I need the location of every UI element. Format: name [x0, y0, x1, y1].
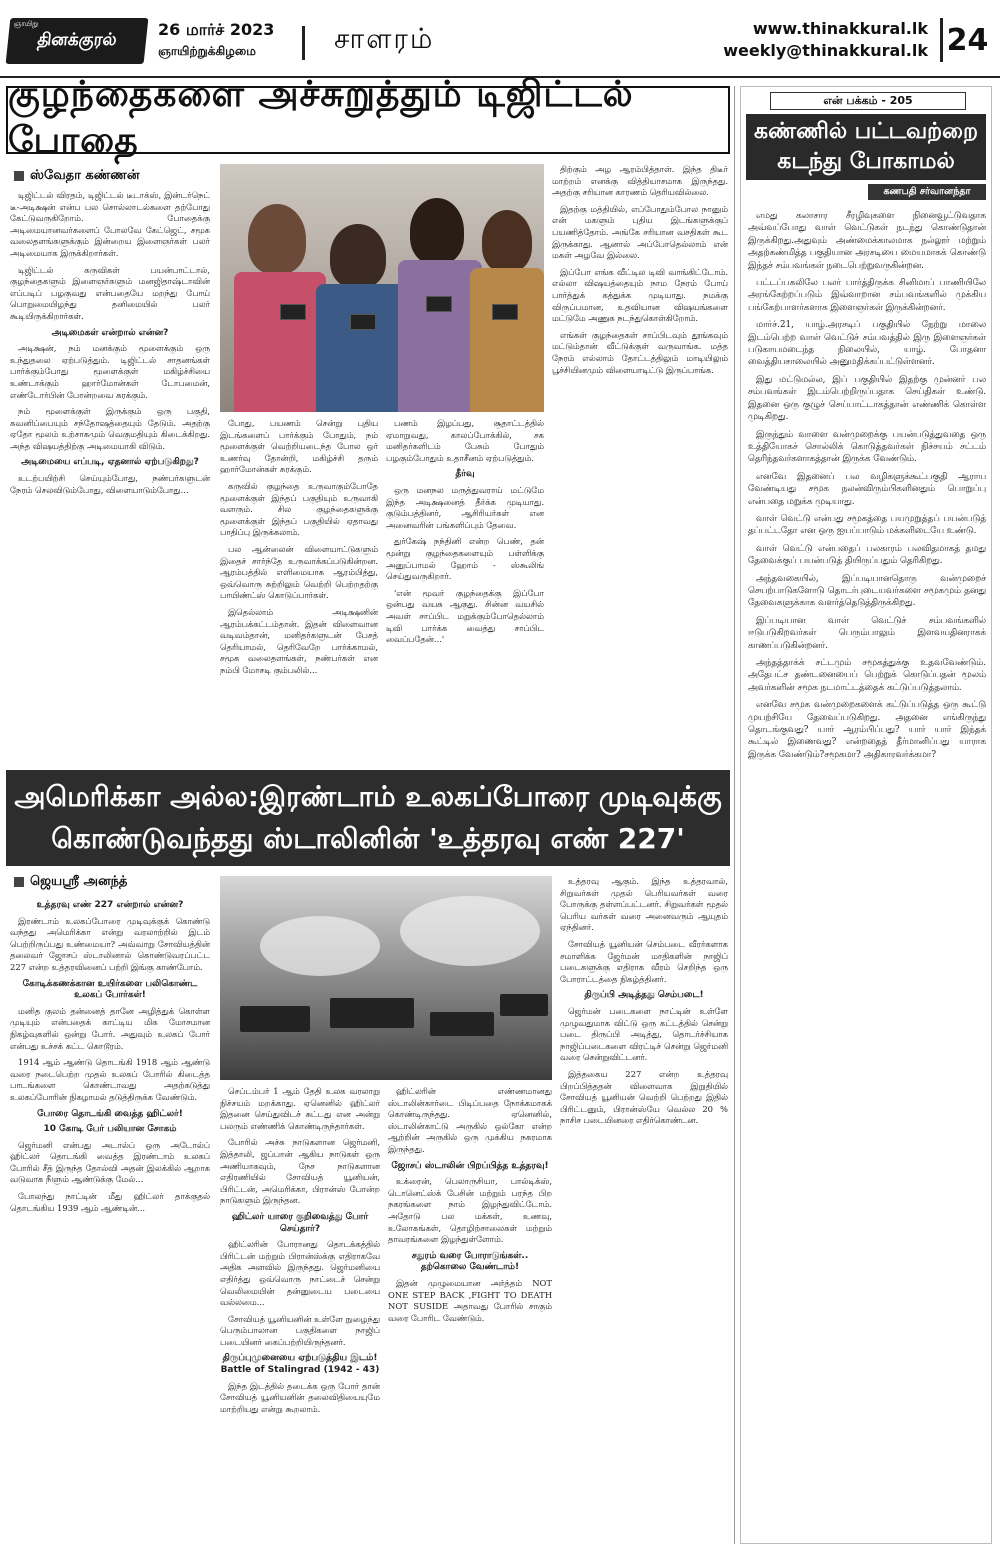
subheading: திருப்பி அடித்தது செம்படை! [584, 990, 704, 1001]
column-divider [734, 86, 735, 1544]
paragraph: எங்கள் குழந்தைகள் சாப்பிடவும் தூங்கவும் மட்டும்தான் வீட்டுக்குள் வருவாங்க. மத்த நேரம் எல்லாம் தோட்டத்திலும் மாடியிலும் பூச்சியினமும் விளையாடிட்டு இருப்பாங்க. [552, 329, 728, 375]
phone-icon [280, 304, 306, 320]
paragraph: உக்ரைன், பெலாருசியா, பால்டிக்ஸ், டொனெட்ஸ்க் பேசின் மற்றும் பரந்த பிற நகரங்களை நாம் இழந்துவிட்டோம். அதோடு பல மக்கள், உணவு, உலோகங்கள், தொழிற்சாலைகள் மற்றும் தாவரங்களை இழந்துள்ளோம். [388, 1176, 552, 1245]
paragraph: உத்தரவு ஆகும். இந்த உத்தரவால், சிறுவர்கள் முதல் பெரியவர்கள் வரை போருக்கு தள்ளப்பட்டனர். சிறுவர்கள் மூதல் பெரிய வர்கள் வரை அனைவரும் ஆயுதம் ஏந்தினர். [560, 876, 728, 933]
paragraph: ஹிட்லரின் எண்ணமானது ஸ்டாலின்கார்டை பிடிப்பதை நோக்கமாகக் கொண்டிருந்தது. ஏனெனில், ஸ்டாலின்காட்டு அருகில் ஒல்கோ என்ற ஆற்றின் அருகில் ஒரு முக்கிய நகரமாக இருந்தது. [388, 1086, 552, 1154]
paragraph: போலந்து நாட்டின் மீது ஹிட்லர் தாக்குதல் தொடங்கிய 1939 ஆம் ஆண்டின்... [10, 1191, 210, 1213]
page-header [0, 0, 1000, 78]
smoke [400, 896, 540, 966]
phone-icon [492, 304, 518, 320]
email-link[interactable]: weekly@thinakkural.lk [723, 41, 928, 60]
paragraph: சோவியத் யூனியன் செம்படை வீரர்களாக சமாளிக்க ஜேர்மன் மாதிகளின் நாஜிப் படைகளுக்கு எதிராக வீரம் செறிந்த ஒரு போராட்டத்தை நிகழ்த்தினர். [560, 938, 728, 984]
article2-headline-line2: கொண்டுவந்தது ஸ்டாலினின் 'உத்தரவு எண் 227' [51, 822, 685, 855]
paragraph: கருவில் குழந்தை உருவாகும்போதே மூளைக்குள் இந்தப் பகுதியும் உருவாகி வளரும். சில குழந்தைகளுக்கு மூளைக்குள் இந்தப் பகுதியில் ஏதாவது பாதிப்பு இருக்கலாம். [220, 480, 378, 538]
paragraph: வாள் வெட்டு என்பது சமூகத்தை பயமுறுத்தப் பயன்படுத் தப்பட்டதோ என ஒரு ஐயப்பாடும் மக்களிடையே உண்டு. [748, 513, 986, 537]
paragraph: பட்டப்பகலிலே பலர் பார்த்திருக்க சினிமாப் பாணியிலே அரங்கேற்றப்படும் இவ்வாறான சம்பவங்களில் முக்கிய பங்கேற்பாளர்களாக இளைஞர்கள் இருக்கின்றனர். [748, 278, 986, 313]
paragraph: ஜெர்மன் படைகளை நாட்டின் உள்ளே முழுவதுமாக விட்டு ஒரு கட்டத்தில் சென்று படை திருப்பி அடித்து, தொடர்ச்சியாக நாஜிப்படைகளை விரட்டிச் சென்று ஜெர்மனி வரை சென்றுவிட்டனர். [560, 1005, 728, 1063]
paragraph: இத்தகைய 227 என்ற உத்தரவு பிறப்பித்ததன் விளைவாக இறுதியில் சோவியத் யூனியன் வெற்றி பெற்றது இதில் பிரிட்டனும், பிரான்ஸ்யே வெல்ல 20 % நாசிச படையினரை எதிர்கொண்டன. [560, 1068, 728, 1126]
article2-column-4 [560, 876, 728, 1544]
children-phones-photo [220, 164, 544, 412]
newspaper-logo[interactable] [6, 18, 149, 64]
paragraph: அந்தத்தாக்க் சட்டமும் சமூகத்துக்கு உதவவேண்டும். அதேபட்ச தண்டனையைப் பெற்றுக் கொடுப்பதன் மூலம் அவர்களின் சமூக நடமாட்டத்தைக் கட்டுப்படுத்தலாம். [748, 658, 986, 693]
subheading: அடிமைகள் என்றால் என்ன? [51, 327, 169, 338]
paragraph: போது, பயணம் சென்று புதிய இடங்களைப் பார்க்கும் போதும், நம் மூளைக்குள் வெற்றியடைந்த போல ஒர் உணர்வு தோன்றி, மகிழ்ச்சி தரும் ஹார்மோன்கள் சுரக்கும். [220, 418, 378, 475]
article1-column-2 [220, 418, 378, 762]
article1-column-1 [10, 190, 210, 762]
child-body [470, 268, 544, 412]
sidebar-title [746, 114, 986, 180]
paragraph: உடற்பயிற்சி செய்யும்போது, நண்பர்களுடன் நேரம் செலவிடும்போது, விளையாடும்போது... [10, 473, 210, 495]
paragraph: எனவே இதனைப் பல வழிகளுக்கூட்பகுதி ஆராய வேண்டியது சமூக நலன்விரும்பிகளினதும் பொறுப்பு என்பதை மறுக்க முடியாது. [748, 471, 986, 507]
sidebar-title-line1: கண்ணில் பட்டவற்றை [754, 119, 978, 144]
tank [430, 1012, 494, 1036]
subheading: போரை தொடங்கி வைத்த ஹிட்லர்! [37, 1108, 183, 1119]
page-number: 24 [940, 18, 992, 62]
tank [330, 998, 414, 1028]
paragraph: இந்த இடத்தில் தடைக்க ஒரு போர் தான் சோவியத் யூனியனின் தலைவிதியையுமே மாற்றியது என்று கூறலாம். [220, 1380, 380, 1414]
article1-headline: குழந்தைகளை அச்சுறுத்தும் டிஜிட்டல் போதை [6, 86, 730, 154]
subheading: கோடிக்கணக்கான உயிர்களை பலிகொண்ட உலகப் போர்கள்! [22, 978, 198, 1001]
paragraph: எமது கலாசார சீரழிவுகளை நினைவூட்டுவதாக அவ்வப்போது வாள் வெட்டுகள் நடந்து கொண்டுதான் இருக்கிறது.அதுவும் அண்மைக்காலமாக நல்லூர் மற்றும் அதற்கண்மித்த பகுதியான அரசடியை மையமாகக் கொண்டு இந்தச் சம்பவங்கள் நடைபெற்றுவருகின்றன. [748, 211, 986, 271]
subheading: உத்தரவு எண் 227 என்றால் என்ன? [36, 900, 184, 910]
child-head [248, 204, 306, 274]
phone-icon [426, 296, 452, 312]
paragraph: மார்ச்.21, யாழ்.அரசடிப் பகுதியில் நேற்று மாலை இடம்பெற்ற வாள் வெட்டுச் சம்பவத்தில் இரு இளைஞர்கள் படுகாயமடைந்த நிலையில், யாழ். போதனா வைத்தியசாலையில் அனுமதிக்கப்பட்டுள்ளனர். [748, 320, 986, 368]
issue-date: 26 மார்ச் 2023 [158, 20, 275, 39]
article2-byline: ஜெயஸ்ரீ அனந்த் [10, 874, 127, 890]
article2-headline-line1: அமெரிக்கா அல்ல:இரண்டாம் உலகப்போரை முடிவுக்கு [14, 780, 722, 813]
paragraph: மனித குலம் தன்னைத் தானே அழித்துக் கொள்ள முடியும் என்பதைக் காட்டிய மிக மோசமான நிகழ்வுகளில் ஒன்று போர். அதுவும் உலகப் போர் என்பது உச்சக் கட்ட கொடூரம். [10, 1005, 210, 1051]
paragraph: டிஜிட்டல் கருவிகள் பயன்பாட்டால், குழந்தைகளும் இளைஞர்களும் மனஜிதாஷ்டாவின் எப்படிப் பழகுவது என்பதையே மறந்து போய் பொறுமையிழந்து தனிமையில் பலர் கூடியிருக்கிறார்கள். [10, 264, 210, 321]
subheading: தீர்வு [455, 469, 475, 480]
paragraph: இப்போ எங்க வீட்டில டிவி வாங்கிட்டோம். எல்லா விஷயத்தையும் நாம நேரம் போய் பார்த்துக் கத்துக்க முடியாது. நமக்கு விருப்பமான, உதவியான விஷயங்களை மட்டுமே அணுக நடந்துகொள்கிறோம். [552, 266, 728, 324]
paragraph: 1914 ஆம் ஆண்டு தொடங்கி 1918 ஆம் ஆண்டு வரை நடைபெற்ற முதல் உலகப் போரில் கிடைத்த பாடங்களை கொண்டாவது அதற்கடுத்து உலகப்போரின் நிகழாமல் தடுத்திருக்க வேண்டும். [10, 1057, 210, 1102]
paragraph: இது மட்டுமல்ல, இப் பகுதியில் இதற்கு முன்னர் பல சம்பவங்கள் இடம்பெற்றிருப்பதாக செய்திகள் உண்டு. இதனை ஒரு குழுச் செய்பாட்டாகத்தான் எண்ணிக் கொள்ள முடிகிறது. [748, 374, 986, 423]
paragraph: சோவியத் யூனியனின் உள்ளே நுழைந்து பெரும்பாலான பகுதிகளை நாஜிப் படையினர் கைப்பற்றியிருந்தனர். [220, 1313, 380, 1347]
article2-column-1 [10, 896, 210, 1544]
subheading: ஜோசப் ஸ்டாலின் பிறப்பித்த உத்தரவு! [391, 1160, 549, 1171]
child-head [410, 198, 464, 264]
tank [500, 994, 548, 1016]
paragraph: இதெல்லாம் அடிக்ஷனின் ஆரம்பக்கட்டம்தான். இதன் விளைவான வடிவம்தான், மனிதர்களுடன் பேசத் தெரியாமல், தெரிவேறே பார்க்காமல், சமூக வலைதளங்கள், நண்பர்கள் என நம்பி மோசடி கும்பலில்... [220, 606, 378, 675]
child-body [316, 284, 406, 412]
logo-small-text: ஞாயிறு [13, 20, 39, 28]
child-body [234, 272, 326, 412]
tanks-battle-photo [220, 876, 552, 1080]
paragraph: வாள் வெட்டு என்பதைப் பலகாரம் பலவிதமாகத் தமது தேவைக்குப் பயன்படுத் தியிருப்பதும் தெரிகிறது. [748, 543, 986, 567]
subheading: 10 கோடி பேர் பலியான சோகம் [43, 1124, 177, 1135]
child-head [330, 224, 386, 288]
article1-column-3 [386, 418, 544, 762]
website-link[interactable]: www.thinakkural.lk [752, 19, 928, 38]
paragraph: அடிக்ஷன், நம் மனக்கும் மூளைக்கும் ஒரு உந்துதலை ஏற்படுத்தும். டிஜிட்டல் சாதனங்கள் பார்க்கும்போது மூளைக்குள் மகிழ்ச்சியை உண்டாக்கும் ஹார்மோன்கள் டோபமைன், எண்டோர்பின் போன்றவை சுரக்கும். [10, 343, 210, 400]
article1-byline: ஸ்வேதா கண்ணன் [10, 168, 139, 184]
paragraph: இப்படியான வாள் வெட்டுச் சம்பவங்களில் ஈடுபடுகிறவர்கள் பெரும்பாலும் இளவயதினராகக் காணப்படுகின்றனர். [748, 615, 986, 651]
paragraph: இருந்தும் வாளை வன்முறைக்கு பயன்படுத்துவதை ஒரு உத்தியோகச் சொல்லிக் கொடுத்தவர்கள் நிச்சயம் சட்டம் தெரிந்தவர்களாகத்தான் இருக்க வேண்டும். [748, 429, 986, 465]
paragraph: ஒரு மனநல மருத்துவராய் மட்டுமே இந்த அடிக்ஷனைத் தீர்க்க முடியாது. குடும்பத்தினர், ஆசிரியர்கள் என அனைவரின் பங்களிப்பும் தேவை. [386, 484, 544, 530]
article2-column-3 [388, 1086, 552, 1544]
section-title: சாளரம் [334, 22, 435, 55]
header-divider [302, 26, 305, 60]
paragraph: ஹிட்லரின் போரானது தொடக்கத்தில் பிரிட்டன் மற்றும் பிரான்ஸ்க்கு எதிராகவே அதிக அளவில் இருந்தது. ஜெர்மனியை எதிர்த்து ஒவ்வொரு நாட்டைச் சென்று வெலிமையின் தன்னுடைய படையை வல்லமை... [220, 1239, 380, 1308]
paragraph: இரண்டாம் உலகப்போரை முடிவுக்குக் கொண்டு வந்தது அமெரிக்கா என்று வரலாற்றில் இடம் பெற்றிருப்பது உண்மையா? அவ்வாறு சோவியத்தின் தலைவர் ஜோசப் ஸ்டாலினால் கொண்டுவரப்பட்ட 227 என்ற உத்தரவினைப் பற்றி இங்கு காண்போம். [10, 915, 210, 972]
sidebar-title-line2: கடந்து போகாமல் [777, 149, 955, 174]
paragraph: டிஜிட்டல் விரதம், டிஜிட்டல் டீடாக்ஸ், இன்டர்நெட் டீ-அடிக்ஷன் என்ப பல சொல்லாடல்களை தற்போது கேட்டுவருகிறோம். போதைக்கு அடிமையானவர்களைப் போலவே கேட்ஜெட், சமூக வலைதளங்களுக்கும் இன்றைய இளைஞர்கள் பலர் அடிமையாக இருக்கிறார்கள். [10, 190, 210, 258]
phone-icon [350, 314, 376, 330]
paragraph: செப்டம்பர் 1 ஆம் தேதி உலக வரலாறு நிச்சயம் மறக்காது. ஏனெனில் ஹிட்லர் இதனை செய்துவிடச் சுட்டது என அன்று பலரும் எண்ணிக் கொண்டிருந்தார்கள். [220, 1086, 380, 1131]
sidebar-tag: என் பக்கம் - 205 [770, 92, 966, 110]
smoke [260, 916, 380, 976]
logo-text: தினக்குரல் [36, 30, 118, 50]
contact-block [723, 18, 928, 62]
sidebar-author: கணபதி சர்வானந்தா [868, 184, 986, 200]
paragraph: ஜெர்மனி என்பது அடால்ப் ஒரு அடோல்ப் ஹிட்லர் தொடங்கி வைத்த இரண்டாம் உலகப் போரில் சீத் இருந்த தோல்வி அதன் இலக்கில் ஆறாக வடுவாக நீளும் ஆண்டுக்கு மேல்... [10, 1139, 210, 1185]
tank [240, 1006, 310, 1032]
subheading: அடிமையை எப்படி, ஏதனால் ஏற்படுகிறது? [21, 457, 199, 468]
paragraph: எனவே சமூக வன்முறைகளைக் கட்டுப்படுத்த ஒரு கூட்டு முயற்சியே தேவைப்படுகிறது. அதனை எங்கிருந்து தொடங்குவது? யார் ஆரம்பிப்பது? யார் யார் இந்தக் கூட்டில் இணைவது? என்றதைத் தீர்மானிப்பது யாராக இருக்க வேண்டும்?சமூகமா? அதிகாரவர்க்கமா? [748, 700, 986, 760]
paragraph: போரில் அச்சு நாடுகளான ஜெர்மனி, இத்தாலி, ஜப்பான் ஆகிய நாடுகள் ஒரு அணியாகவும், நேச நாடுகளான எதிரணியில் சோவியத் யூனியன், பிரிட்டன், அமெரிக்கா, பிரான்ஸ் போன்ற நாடுகளும் இருந்தன. [220, 1137, 380, 1206]
paragraph: அந்தவகையில், இப்படியானதொரு வன்முறைச் செயற்பாடுகளோடு தொடர்புடையவர்களை சமூகமும் தனது தேவைகளுக்காக வளர்த்தெடுத்திருக்கிறது. [748, 573, 986, 609]
article1-column-4 [552, 164, 728, 762]
child-head [482, 210, 532, 272]
paragraph: நம் மூளைக்குள் இருக்கும் ஒரு பகுதி, கவனிப்பையும் சந்தோஷத்தையும் தேடும். அதற்கு ஏதோ மூலம் உற்சாகமும் வெகுமதியும் கிடைக்கிறது. அந்த விஷயத்திற்கு அடிமையாகி விடும். [10, 406, 210, 451]
article2-column-2 [220, 1086, 380, 1544]
subheading: ஹிட்லர் யாரை குறிவைத்து போர் செய்தார்? [231, 1211, 369, 1234]
paragraph: இதற்கு மத்தியில், எப்போதும்போல நானும் என் மகளும் புதிய இடங்களுக்குப் பயணித்தோம். அங்கே சரியான வசதிகள் கூட இருக்காது. ஆனால் அப்போதெல்லாம் என் மகள் அழவே இல்லை. [552, 203, 728, 261]
paragraph: இதன் முழுமையான அர்த்தம் NOT ONE STEP BACK ,FIGHT TO DEATH NOT SUSIDE அதாவது போரில் சாகும் வரை போரிட வேண்டும். [388, 1277, 552, 1323]
issue-day: ஞாயிற்றுக்கிழமை [158, 44, 256, 58]
paragraph: பல ஆன்லைன் விளையாட்டுகளும் இதைச் சார்ந்தே உருவாக்கப்படுகின்றன. ஆரம்பத்தில் எளிமையாக ஆரம்பித்து, ஒவ்வொரு சுற்றிலும் வெற்றி பெற்றதற்கு பாயிண்ட்ஸ் கொடுப்பார்கள். [220, 543, 378, 601]
subheading: திருப்புமுனையை ஏற்படுத்திய இடம்! Battle of Stalingrad (1942 - 43) [220, 1353, 380, 1376]
sidebar-column [748, 210, 986, 1540]
subheading: சதுரம் வரை போராடுங்கள்.. தற்கொலை வேண்டாம்! [411, 1250, 529, 1273]
paragraph: பணம் இழப்பது, சூதாட்டத்தில் ஏமாறுவது, காலப்போக்கில், சக மனிதர்களிடம் பேசும் போதும் பழகும்போதும் உதாசீனம் ஏற்படுத்தும். [386, 418, 544, 463]
paragraph: திற்கும் அழ ஆரம்பித்தாள். இந்த திடீர் மாற்றம் எனக்கு வித்தியாசமாக இருந்தது. அதற்கு சரியான காரணம் தெரியவில்லை. [552, 164, 728, 198]
paragraph: 'என் மூவர் குழந்தைக்கு இப்போ ஒன்பது வயசு ஆகுது. சின்ன வயசில் அவள் சாப்பிட மறுக்கும்போதெல்லாம் டிவி பார்க்க வைத்து சாப்பிட வைப்பதேன்...' [386, 587, 544, 645]
paragraph: துர்கேஷ் நந்தினி என்ற பெண், தன் மூன்று குழந்தைகளையும் பள்ளிக்கு அனுப்பாமல் ஹோம் - ஸ்கூலிங் செய்துவருகிறார். [386, 536, 544, 582]
article2-headline [6, 770, 730, 866]
